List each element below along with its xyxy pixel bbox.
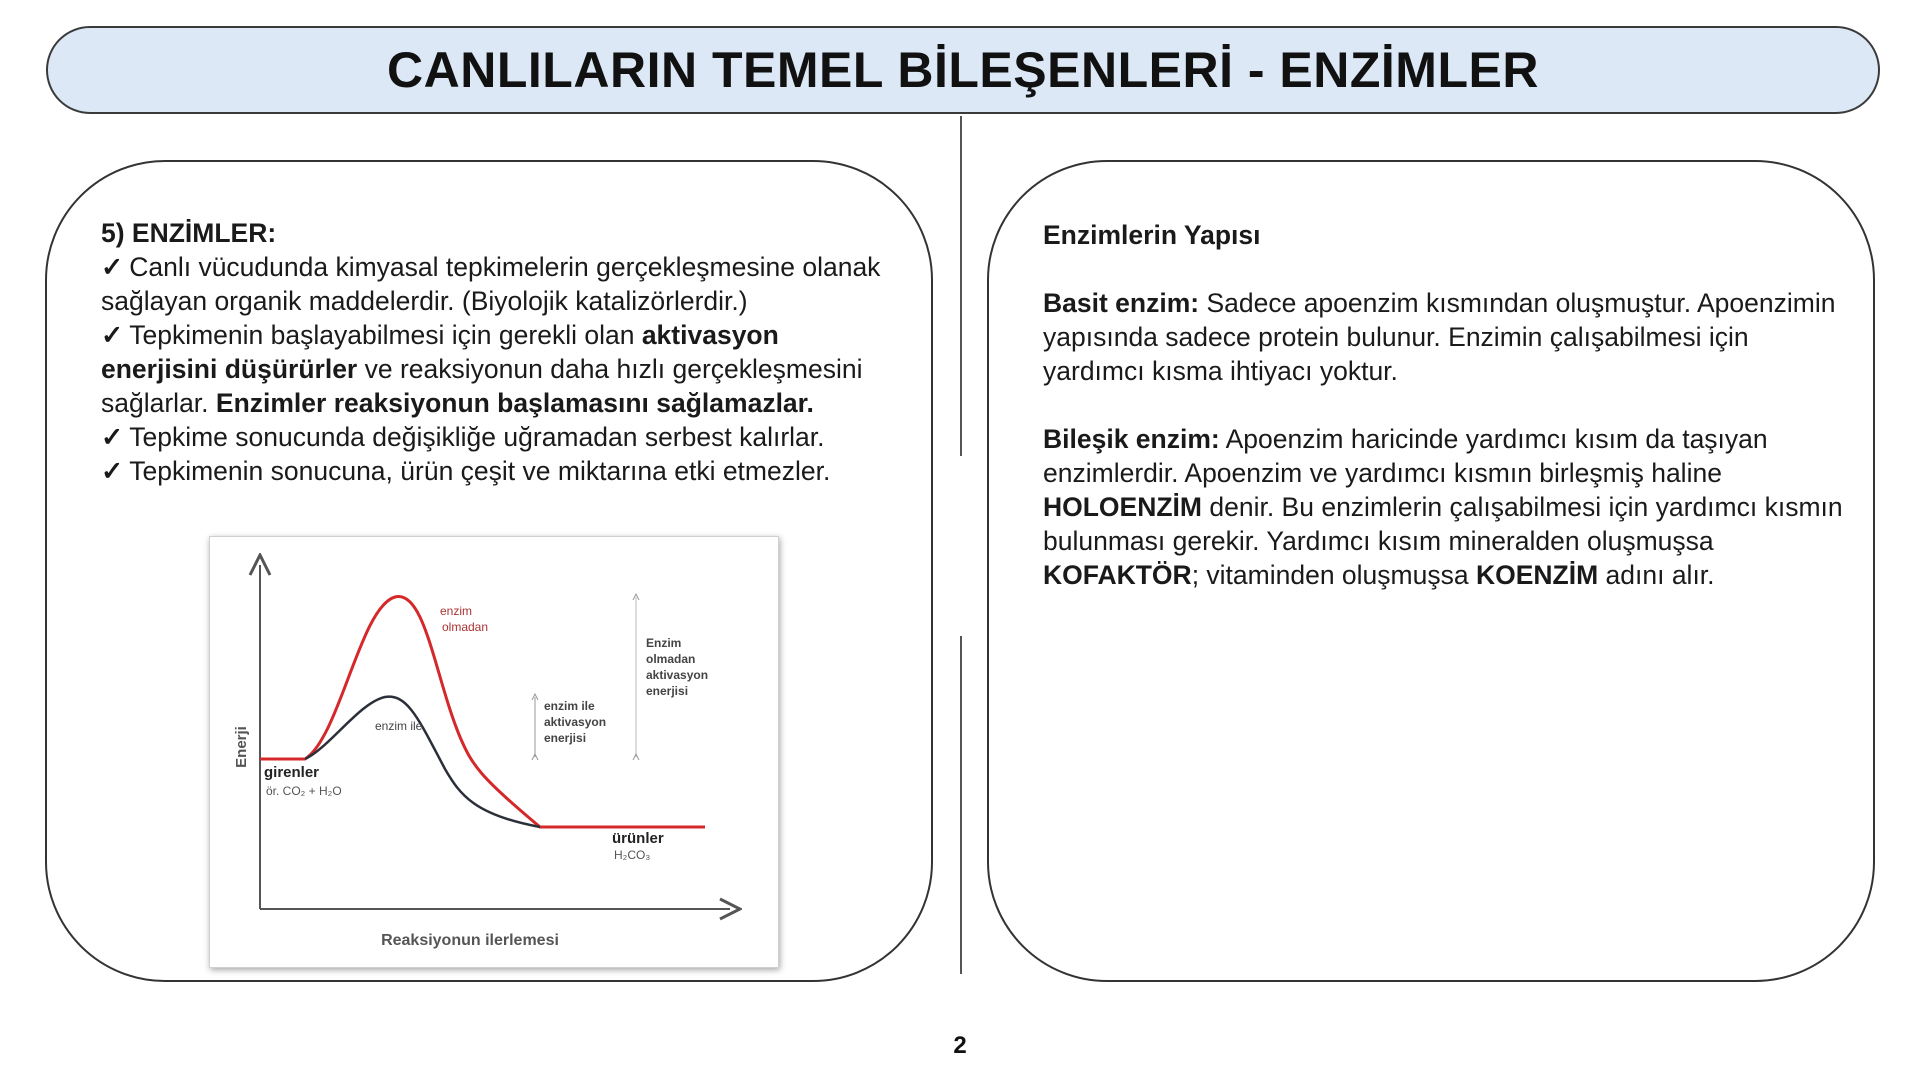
- simple-enzyme-label: Basit enzim:: [1043, 288, 1200, 318]
- compound-text-2: denir. Bu enzimlerin çalışabilmesi için yardımcı kısmın bulunması gerekir. Yardımcı kısım mineralden oluşmuşsa: [1043, 492, 1843, 556]
- right-panel: [987, 160, 1875, 982]
- ea-with-label-1: enzim ile: [544, 699, 595, 713]
- bullet-1: [101, 250, 901, 318]
- check-icon: ✓: [101, 320, 124, 350]
- check-icon: ✓: [101, 422, 124, 452]
- activation-energy-diagram: [209, 536, 779, 968]
- ea-without-label-3: aktivasyon: [646, 668, 709, 682]
- title-bar: [46, 26, 1880, 114]
- compound-text-1: Apoenzim haricinde yardımcı kısım da taşıyan enzimlerdir. Apoenzim ve yardımcı kısmın birleşmiş haline: [1043, 424, 1768, 488]
- ea-without-label-1: Enzim: [646, 636, 682, 650]
- bullet-2-text-b: ve reaksiyonun daha hızlı gerçekleşmesini sağlarlar.: [101, 354, 863, 418]
- bullet-3: [101, 420, 901, 454]
- compound-enzyme-paragraph: [1043, 422, 1843, 592]
- simple-enzyme-paragraph: [1043, 286, 1843, 388]
- compound-text-3: ; vitaminden oluşmuşsa: [1191, 560, 1476, 590]
- coenzyme-term: KOENZİM: [1475, 560, 1599, 590]
- reactants-example: ör. CO₂ + H₂O: [266, 784, 342, 798]
- x-axis-label: Reaksiyonun ilerlemesi: [381, 932, 559, 949]
- bullet-3-text: Tepkime sonucunda değişikliğe uğramadan serbest kalırlar.: [129, 422, 825, 452]
- center-divider-bottom: [960, 636, 962, 974]
- holoenzyme-term: HOLOENZİM: [1043, 492, 1202, 522]
- left-panel-content: [101, 216, 901, 488]
- ea-without-label-2: olmadan: [646, 652, 696, 666]
- bullet-4-text: Tepkimenin sonucuna, ürün çeşit ve miktarına etki etmezler.: [129, 456, 831, 486]
- curve-with-enzyme: [305, 697, 540, 827]
- curve-high-label-2: olmadan: [442, 620, 489, 634]
- bullet-2-bold-a: aktivasyon enerjisini düşürürler: [101, 320, 779, 384]
- right-panel-content: [1043, 218, 1843, 592]
- cofactor-term: KOFAKTÖR: [1043, 560, 1192, 590]
- check-icon: ✓: [101, 252, 124, 282]
- left-panel: [45, 160, 933, 982]
- curve-low-label: enzim ile: [375, 719, 423, 733]
- bullet-4: [101, 454, 901, 488]
- compound-text-4: adını alır.: [1598, 560, 1715, 590]
- products-label: ürünler: [612, 830, 664, 847]
- bullet-2: [101, 318, 901, 420]
- reactants-label: girenler: [264, 764, 320, 781]
- bullet-2-bold-b: Enzimler reaksiyonun başlamasını sağlamazlar.: [215, 388, 814, 418]
- ea-with-label-3: enerjisi: [544, 731, 587, 745]
- bullet-1-text: Canlı vücudunda kimyasal tepkimelerin gerçekleşmesine olanak sağlayan organik maddelerdir. (Biyolojik katalizörlerdir.): [101, 252, 881, 316]
- simple-enzyme-text: Sadece apoenzim kısmından oluşmuştur. Apoenzimin yapısında sadece protein bulunur. Enzimin çalışabilmesi için yardımcı kısma ihtiyacı yoktur.: [1043, 288, 1836, 386]
- ea-without-label-4: enerjisi: [646, 684, 689, 698]
- products-example: H₂CO₃: [614, 848, 651, 862]
- structure-heading: Enzimlerin Yapısı: [1043, 220, 1261, 250]
- compound-enzyme-label: Bileşik enzim:: [1043, 424, 1220, 454]
- page-title: CANLILARIN TEMEL BİLEŞENLERİ - ENZİMLER: [387, 42, 1539, 98]
- center-divider-top: [960, 116, 962, 456]
- page-number: 2: [953, 1032, 967, 1059]
- curve-high-label-1: enzim: [440, 604, 473, 618]
- y-axis-label: Enerji: [233, 726, 250, 768]
- bullet-2-text-a: Tepkimenin başlayabilmesi için gerekli olan: [129, 320, 642, 350]
- ea-with-label-2: aktivasyon: [544, 715, 607, 729]
- check-icon: ✓: [101, 456, 124, 486]
- section-heading: 5) ENZİMLER:: [101, 218, 277, 248]
